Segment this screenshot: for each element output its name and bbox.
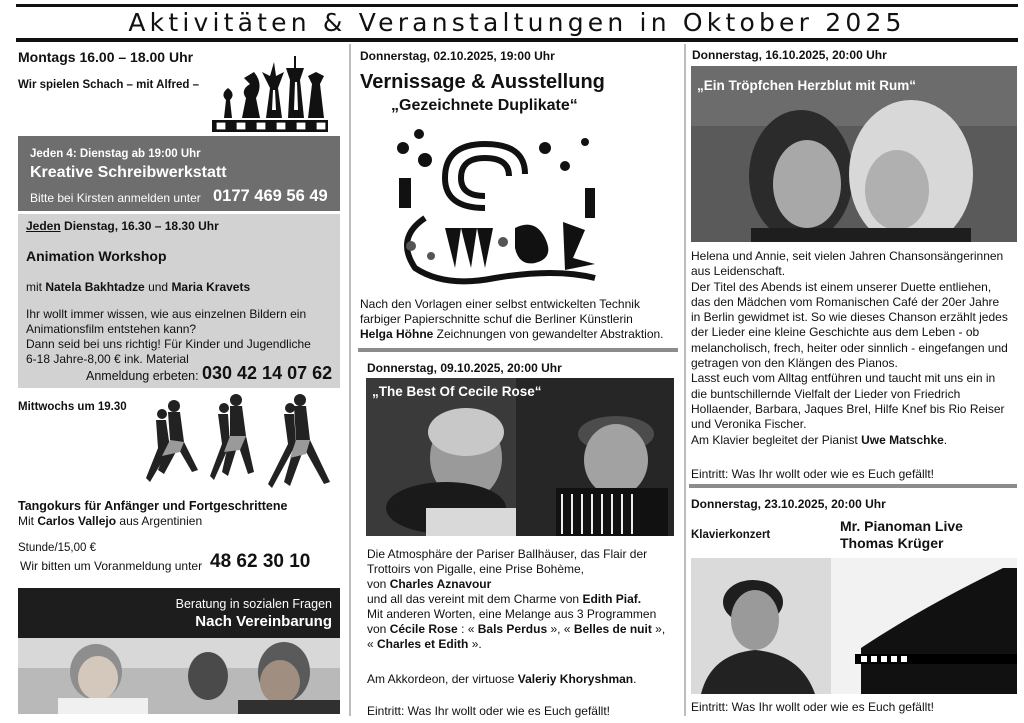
section-divider xyxy=(689,484,1017,488)
herzblut-text: Am Klavier begleitet der Pianist xyxy=(691,432,862,447)
kreativ-date: Jeden 4: Dienstag ab 19:00 Uhr xyxy=(30,148,201,160)
anim-with xyxy=(26,280,250,294)
anim-phone: 030 42 14 07 62 xyxy=(202,363,333,383)
pianoman-title-2: Thomas Krüger xyxy=(840,535,944,551)
animation-box xyxy=(18,214,340,388)
vern-description xyxy=(360,297,682,342)
cecile-accordionist: Valeriy Khoryshman xyxy=(517,672,634,686)
cecile-text: », « xyxy=(547,622,574,636)
tango-note: Wir bitten um Voranmeldung unter xyxy=(20,559,203,573)
tango-phone: 48 62 30 10 xyxy=(210,551,311,572)
vern-title: Vernissage & Ausstellung xyxy=(360,71,605,93)
cecile-date: Donnerstag, 09.10.2025, 20:00 Uhr xyxy=(367,361,562,375)
anim-title: Animation Workshop xyxy=(26,248,167,264)
tango-time: Mittwochs um 19.30 xyxy=(18,401,127,413)
herzblut-line: getragen von den Klängen des Pianos. xyxy=(691,356,898,371)
herzblut-line: Der Titel des Abends ist einem unserer Duette entliehen, xyxy=(691,279,992,294)
vern-date: Donnerstag, 02.10.2025, 19:00 Uhr xyxy=(360,49,555,63)
cecile-text: . xyxy=(633,672,637,686)
kreativ-box xyxy=(18,136,340,211)
cecile-photo-title: „The Best Of Cecile Rose“ xyxy=(372,384,542,399)
vern-desc-line xyxy=(360,327,682,342)
kreativ-phone: 0177 469 56 49 xyxy=(213,187,328,205)
beratung-box xyxy=(18,588,340,714)
herzblut-line: in Berlin gewidmet ist. So wie dieses Chanson erzählt jedes xyxy=(691,310,1008,325)
cecile-text: », xyxy=(651,622,666,636)
anim-date-prefix: Jeden xyxy=(26,219,61,233)
tango-teacher: Carlos Vallejo xyxy=(37,514,117,528)
herzblut-date: Donnerstag, 16.10.2025, 20:00 Uhr xyxy=(692,48,887,62)
anim-date-rest: Dienstag, 16.30 – 18.30 Uhr xyxy=(60,219,219,233)
herzblut-pianist: Uwe Matschke xyxy=(861,432,944,447)
cecile-text: Am Akkordeon, der virtuose xyxy=(367,672,518,686)
column-divider-2 xyxy=(684,44,686,716)
tango-dancers-image xyxy=(140,392,345,498)
cecile-line: Trottoirs von Pigalle, eine Prise Bohème, xyxy=(367,562,584,576)
cecile-line xyxy=(367,577,683,592)
cecile-line: Die Atmosphäre der Pariser Ballhäuser, das Flair der xyxy=(367,547,648,561)
anim-person-2: Maria Kravets xyxy=(171,280,251,294)
vern-desc-line: farbiger Papierschnitte schuf die Berliner Künstlerin xyxy=(360,312,633,326)
anim-und: und xyxy=(148,280,169,294)
cecile-program-1: Bals Perdus xyxy=(477,622,548,636)
vern-artist: Helga Höhne xyxy=(360,327,434,341)
cecile-text: von xyxy=(367,577,390,591)
vern-subtitle: „Gezeichnete Duplikate“ xyxy=(391,97,578,114)
chess-pieces-image xyxy=(210,48,330,134)
tango-from: aus Argentinien xyxy=(119,514,203,528)
cecile-text: : « xyxy=(457,622,478,636)
header-rule-bottom xyxy=(16,38,1018,42)
tango-teacher-line xyxy=(18,514,202,528)
anim-desc-line: 6-18 Jahre-8,00 € ink. Material xyxy=(26,352,189,366)
herzblut-photo-title: „Ein Tröpfchen Herzblut mit Rum“ xyxy=(697,78,917,93)
cecile-eintritt: Eintritt: Was Ihr wollt oder wie es Euch gefällt! xyxy=(367,704,610,718)
kreativ-note: Bitte bei Kirsten anmelden unter xyxy=(30,191,201,205)
schach-time: Montags 16.00 – 18.00 Uhr xyxy=(18,49,194,65)
cecile-text: « xyxy=(367,637,378,651)
cecile-program-3: Charles et Edith xyxy=(377,637,469,651)
vern-desc-rest: Zeichnungen von gewandelter Abstraktion. xyxy=(433,327,664,341)
pianoman-date: Donnerstag, 23.10.2025, 20:00 Uhr xyxy=(691,497,886,511)
cecile-line xyxy=(367,637,683,652)
vern-desc-line: Nach den Vorlagen einer selbst entwickelten Technik xyxy=(360,297,640,311)
herzblut-line: aus Leidenschaft. xyxy=(691,264,786,279)
cecile-line xyxy=(367,592,683,607)
kreativ-title: Kreative Schreibwerkstatt xyxy=(30,164,227,181)
anim-with-text: mit xyxy=(26,280,42,294)
cecile-rose-photo xyxy=(366,378,674,536)
cecile-line: Mit anderen Worten, eine Melange aus 3 Programmen xyxy=(367,607,657,621)
beratung-photo xyxy=(18,638,340,714)
cecile-description xyxy=(367,547,683,652)
pianoman-title-1: Mr. Pianoman Live xyxy=(840,518,963,534)
tango-title: Tangokurs für Anfänger und Fortgeschrittene xyxy=(18,499,288,513)
anim-person-1: Natela Bakhtadze xyxy=(45,280,145,294)
cecile-aznavour: Charles Aznavour xyxy=(389,577,492,591)
cecile-text: und all das vereint mit dem Charme von xyxy=(367,592,583,606)
pianoman-eintritt: Eintritt: Was Ihr wollt oder wie es Euch gefällt! xyxy=(691,700,934,714)
herzblut-line xyxy=(691,433,1021,448)
cecile-piaf: Edith Piaf. xyxy=(582,592,642,606)
anim-desc-line: Dann seid bei uns richtig! Für Kinder und Jugendliche xyxy=(26,337,311,351)
beratung-line-2: Nach Vereinbarung xyxy=(195,613,332,630)
herzblut-eintritt: Eintritt: Was Ihr wollt oder wie es Euch gefällt! xyxy=(691,467,934,481)
cecile-accordion xyxy=(367,672,636,687)
anim-date xyxy=(26,219,219,233)
anim-description xyxy=(26,307,338,367)
herzblut-text: . xyxy=(943,432,948,447)
herzblut-line: und Veronika Fischer. xyxy=(691,417,807,432)
herzblut-line: Hollaender, Barbara, Jaques Brel, Hilfe Knef bis Rio Reiser xyxy=(691,401,1005,416)
herzblut-line: die buntschillernde Vielfalt der Lieder von Friedrich xyxy=(691,386,961,401)
pianoman-kind: Klavierkonzert xyxy=(691,529,771,541)
cecile-text: ». xyxy=(468,637,482,651)
herzblut-line: der Lieder eine kleine Geschichte aus dem Leben - ob xyxy=(691,325,980,340)
anim-anmeldung: Anmeldung erbeten: xyxy=(86,369,199,383)
tango-price: Stunde/15,00 € xyxy=(18,542,97,554)
schach-text: Wir spielen Schach – mit Alfred – xyxy=(18,79,199,91)
pianoman-photo xyxy=(691,558,1017,694)
page-title: Aktivitäten & Veranstaltungen in Oktober 2025 xyxy=(128,8,906,37)
herzblut-line: Lasst euch vom Alltag entführen und taucht mit uns ein in xyxy=(691,371,996,386)
beratung-line-1: Beratung in sozialen Fragen xyxy=(175,597,332,611)
herzblut-line: Helena und Annie, seit vielen Jahren Chansonsängerinnen xyxy=(691,249,1004,263)
cecile-program-2: Belles de nuit xyxy=(573,622,652,636)
cecile-line xyxy=(367,622,683,637)
header-rule-top xyxy=(16,4,1018,7)
section-divider xyxy=(358,348,678,352)
herzblut-description xyxy=(691,249,1021,448)
cecile-name: Cécile Rose xyxy=(389,622,458,636)
herzblut-line: das den Mädchen vom Romanischen Café der 20er Jahre xyxy=(691,294,1000,309)
column-divider-1 xyxy=(349,44,351,716)
artwork-image xyxy=(385,118,617,294)
anim-desc-line: Ihr wollt immer wissen, wie aus einzelnen Bildern ein xyxy=(26,307,307,321)
anim-desc-line: Animationsfilm entstehen kann? xyxy=(26,322,197,336)
cecile-text: von xyxy=(367,622,390,636)
tango-with: Mit xyxy=(18,514,34,528)
herzblut-line: melancholisch, frech, heiter oder sinnlich - eingefangen und xyxy=(691,340,1008,355)
